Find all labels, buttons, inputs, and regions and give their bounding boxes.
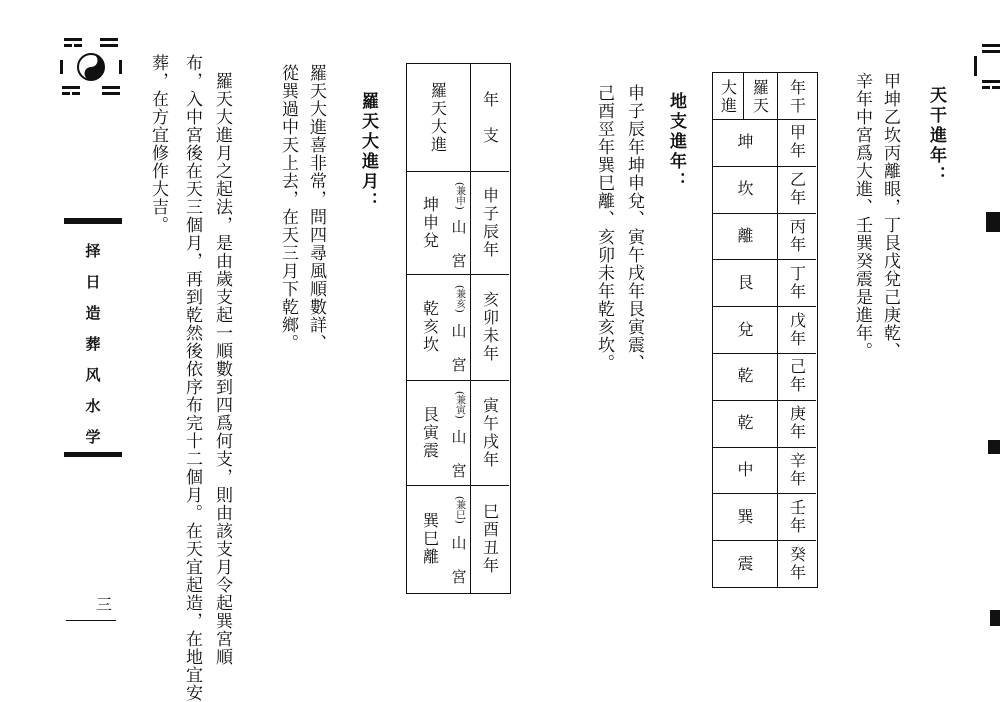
dizhi-heading: 地支進年： [666, 92, 686, 192]
tiangan-trigram-cell: 坤 [735, 133, 754, 152]
next-page-logo-edge [972, 36, 1000, 96]
dizhi-group-jian: (兼申) [453, 182, 465, 210]
dizhi-table-header-luotian: 羅天大進 [428, 82, 448, 154]
bagua-logo [60, 30, 122, 102]
tiangan-year-cell: 戊年 [787, 311, 807, 348]
luotian-month-text-3: 葬，在方宜修作大吉。 [148, 54, 169, 234]
dizhi-group-gong: 山 宮 [449, 534, 468, 586]
tiangan-year-cell: 癸年 [787, 545, 807, 582]
luotian-month-verse-1: 羅天大進喜非常，問四尋風順數詳、 [306, 64, 327, 352]
dizhi-group-gong: 山 宮 [449, 218, 468, 270]
title-bar-bottom [64, 452, 122, 457]
tiangan-trigram-cell: 乾 [735, 367, 754, 386]
dizhi-group-gong: 山 宮 [449, 428, 468, 480]
dizhi-group-years: 寅午戌年 [480, 396, 500, 469]
page-number-rule [66, 620, 116, 621]
tiangan-year-cell: 丁年 [787, 264, 807, 301]
dizhi-line-1: 申子辰年坤申兌、寅午戌年艮寅震、 [624, 84, 645, 372]
dizhi-group-years: 巳酉丑年 [480, 503, 500, 575]
tiangan-year-cell: 己年 [787, 358, 807, 395]
dizhi-group-trigrams: 乾亥坎 [420, 300, 440, 354]
tiangan-trigram-cell: 震 [735, 554, 754, 573]
tiangan-trigram-cell: 中 [735, 460, 754, 479]
dizhi-group-years: 申子辰年 [480, 186, 500, 259]
dizhi-table-header-year: 年 支 [480, 91, 500, 145]
next-page-edge-mark [988, 440, 1000, 454]
tiangan-heading: 天干進年： [926, 86, 946, 186]
dizhi-group-trigrams: 坤申兌 [420, 196, 440, 250]
tiangan-table-header-year: 年干 [787, 79, 807, 115]
tiangan-luotian-table [712, 72, 818, 588]
tiangan-table-header-luo: 羅天 [750, 79, 770, 115]
tiangan-trigram-cell: 坎 [735, 180, 754, 199]
luotian-month-heading: 羅天大進月： [358, 92, 378, 212]
tiangan-year-cell: 甲年 [787, 124, 807, 161]
dizhi-group-jian: (兼亥) [453, 285, 465, 313]
tiangan-table-header-da: 大進 [718, 79, 738, 115]
dizhi-group-jian: (兼巳) [453, 496, 465, 524]
book-title: 择 日 造 葬 风 水 学 [85, 242, 101, 446]
dizhi-group-gong: 山 宮 [449, 322, 468, 374]
dizhi-group-jian: (兼寅) [453, 391, 465, 419]
luotian-month-text-1: 羅天大進月之起法，是由歲支起一順數到四爲何支，則由該支月令起巽宮順 [212, 72, 233, 666]
luotian-month-text-2: 布，入中宮後在天三個月，再到乾然後依序布完十二個月。在天宜起造，在地宜安 [182, 54, 203, 702]
tiangan-line-2: 辛年中宮爲大進、壬巽癸震是進年。 [852, 72, 873, 360]
tiangan-trigram-cell: 兌 [735, 320, 754, 339]
tiangan-trigram-cell: 離 [735, 226, 754, 245]
dizhi-line-2: 己酉巠年巽巳離、亥卯未年乾亥坎。 [594, 84, 615, 372]
tiangan-year-cell: 辛年 [787, 451, 807, 488]
luotian-month-verse-2: 從巽過中天上去，在天三月下乾鄉。 [278, 64, 299, 352]
dizhi-luotian-table [406, 63, 511, 594]
tiangan-trigram-cell: 巽 [735, 507, 754, 526]
dizhi-group-years: 亥卯未年 [480, 291, 500, 363]
tiangan-line-1: 甲坤乙坎丙離眼，丁艮戊兌己庚乾、 [880, 72, 901, 360]
page-number: 三 [96, 595, 113, 614]
next-page-edge-mark [990, 610, 1000, 626]
tiangan-trigram-cell: 艮 [735, 273, 754, 292]
tiangan-year-cell: 壬年 [787, 498, 807, 535]
title-bar-top [64, 218, 122, 224]
tiangan-trigram-cell: 乾 [735, 414, 754, 433]
tiangan-year-cell: 庚年 [787, 405, 807, 442]
dizhi-group-trigrams: 艮寅震 [420, 406, 440, 460]
tiangan-year-cell: 丙年 [787, 217, 807, 254]
next-page-edge-mark [986, 212, 1000, 232]
dizhi-group-trigrams: 巽巳離 [420, 512, 440, 566]
tiangan-year-cell: 乙年 [787, 171, 807, 208]
